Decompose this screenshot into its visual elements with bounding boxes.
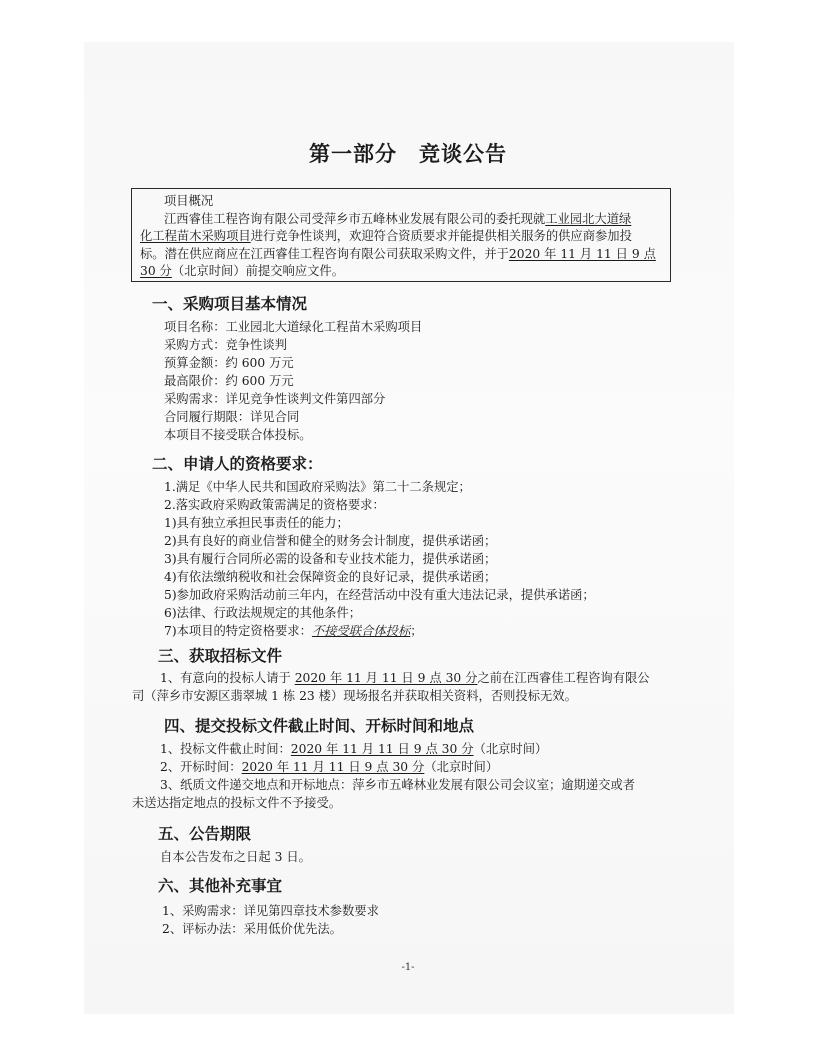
section-6-line: 2、评标办法：采用低价优先法。: [162, 922, 342, 936]
section-6-body: [162, 902, 379, 938]
section-1-line: 合同履行期限：详见合同: [164, 410, 300, 424]
overview-line-2: [140, 228, 662, 246]
deadline-date: 2020 年 11 月 11 日 9 点: [508, 246, 656, 261]
section-2-line: 1.满足《中华人民共和国政府采购法》第二十二条规定；: [164, 480, 471, 494]
section-2-line: 6)法律、行政法规规定的其他条件；: [164, 606, 362, 620]
submission-deadline: 2020 年 11 月 11 日 9 点 30 分: [290, 742, 474, 756]
section-1-line: 最高限价：约 600 万元: [164, 374, 294, 388]
section-2-line: 1)具有独立承担民事责任的能力；: [164, 516, 349, 530]
overview-line-1: [140, 211, 662, 229]
section-4-text: （北京时间）: [473, 742, 548, 756]
overview-text: 标。潜在供应商应在江西睿佳工程咨询有限公司获取采购文件，并于: [140, 246, 509, 261]
section-4-line: [132, 740, 672, 758]
section-5-body: [160, 848, 311, 866]
project-name-cont: 化工程苗木采购项目: [140, 229, 251, 243]
page-number: -1-: [401, 962, 415, 973]
section-1-line: 项目名称：工业园北大道绿化工程苗木采购项目: [164, 320, 423, 334]
section-3-line: 司（萍乡市安源区翡翠城 1 栋 23 楼）现场报名并获取相关资料，否则投标无效。: [132, 689, 577, 703]
section-1-line: 采购方式：竞争性谈判: [164, 338, 287, 352]
section-4-heading: 四、提交投标文件截止时间、开标时间和地点: [164, 717, 475, 735]
section-5-line: 自本公告发布之日起 3 日。: [160, 850, 311, 864]
section-6-heading: 六、其他补充事宜: [158, 877, 283, 895]
section-2-body: [164, 478, 595, 640]
section-4-text: 2、开标时间：: [160, 760, 242, 774]
section-3-text: 1、有意向的投标人请于: [160, 671, 295, 685]
section-1-heading: 一、采购项目基本情况: [152, 295, 308, 313]
overview-text: 进行竞争性谈判，欢迎符合资质要求并能提供相关服务的供应商参加投: [250, 229, 632, 243]
page-title: 第一部分 竞谈公告: [309, 142, 507, 166]
section-6-line: 1、采购需求：详见第四章技术参数要求: [162, 904, 379, 918]
overview-text: （北京时间）前提交响应文件。: [171, 264, 345, 278]
section-4-body: [132, 740, 672, 812]
project-overview-box: [131, 188, 671, 282]
section-3-body: [132, 669, 672, 705]
section-1-body: [164, 318, 422, 444]
section-5-heading: 五、公告期限: [158, 825, 252, 843]
registration-deadline: 2020 年 11 月 11 日 9 点 30 分: [294, 671, 478, 685]
deadline-time: 30 分: [140, 264, 172, 278]
section-2-line: 2.落实政府采购政策需满足的资格要求：: [164, 498, 385, 512]
section-4-line: 未送达指定地点的投标文件不予接受。: [132, 796, 342, 810]
section-4-line: [132, 758, 672, 776]
section-2-line: 5)参加政府采购活动前三年内，在经营活动中没有重大违法记录，提供承诺函；: [164, 588, 595, 602]
project-name-link: 工业园北大道绿: [545, 211, 632, 226]
section-2-heading: 二、申请人的资格要求：: [152, 455, 323, 473]
section-3-text: 之前在江西睿佳工程咨询有限公: [477, 671, 650, 685]
overview-line-3: [140, 246, 662, 264]
section-4-line: 3、纸质文件递交地点和开标地点：萍乡市五峰林业发展有限公司会议室；逾期递交或者: [160, 778, 636, 792]
section-2-line: 4)有依法缴纳税收和社会保障资金的良好记录，提供承诺函；: [164, 570, 497, 584]
section-4-text: （北京时间）: [424, 760, 499, 774]
overview-line-4: [140, 263, 662, 281]
overview-heading: 项目概况: [164, 194, 214, 208]
section-4-text: 1、投标文件截止时间：: [160, 742, 291, 756]
qualification-label: 7)本项目的特定资格要求：: [164, 624, 312, 638]
section-2-line: 3)具有履行合同所必需的设备和专业技术能力，提供承诺函；: [164, 552, 497, 566]
opening-time: 2020 年 11 月 11 日 9 点 30 分: [241, 760, 425, 774]
section-1-line: 采购需求：详见竞争性谈判文件第四部分: [164, 392, 386, 406]
overview-text: 江西睿佳工程咨询有限公司受萍乡市五峰林业发展有限公司的委托现就: [164, 211, 546, 226]
section-3-heading: 三、获取招标文件: [158, 647, 283, 665]
section-1-line: 本项目不接受联合体投标。: [164, 428, 312, 442]
section-3-line: [132, 669, 672, 687]
qualification-value: 不接受联合体投标: [311, 624, 411, 638]
section-1-line: 预算金额：约 600 万元: [164, 356, 294, 370]
punctuation: ；: [410, 624, 423, 638]
section-2-line: 2)具有良好的商业信誉和健全的财务会计制度，提供承诺函；: [164, 534, 497, 548]
section-2-line: [164, 622, 595, 640]
